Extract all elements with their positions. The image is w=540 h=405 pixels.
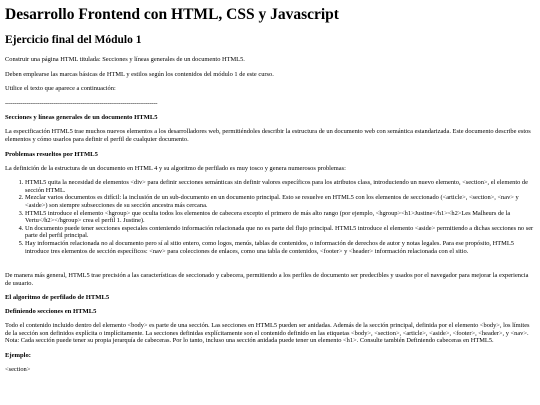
- intro-paragraph-3: Utilice el texto que aparece a continuación:: [5, 85, 116, 93]
- example-label: Ejemplo:: [5, 352, 32, 360]
- page-title: Desarrollo Frontend con HTML, CSS y Javascript: [5, 6, 339, 23]
- section-problemas-paragraph: La definición de la estructura de un documento en HTML 4 y su algoritmo de perfilado es muy tosco y genera numerosos problemas:: [5, 164, 346, 172]
- subsection-heading-definiendo: Definiendo secciones en HTML5: [5, 308, 97, 316]
- section-secciones-paragraph: La especificación HTML5 trae muchos nuevos elementos a los desarrolladores web, permitiéndoles describir la estructura de un documento web con semántica estandarizada. Este documento describe estos elementos y cómo usarlos para definir el perfil de cualquier documento.: [5, 128, 531, 143]
- list-item: 1. HTML5 quita la necesidad de elementos <div> para definir secciones semánticas sin definir valores específicos para los atributos class, introduciendo un nuevo elemento, <section>, el elemento de sección HTML.: [25, 179, 535, 194]
- list-item: 2. Mezclar varios documentos es difícil: la inclusión de un sub-documento en un documento principal. Esto se resuelve en HTML5 con los elementos de seccionado (<article>, <section>, <nav> y <aside>) son siempre subsecciones de su sección ancestra más cercana.: [25, 194, 535, 209]
- section-heading-algoritmo: El algoritmo de perfilado de HTML5: [5, 294, 110, 302]
- problems-list: [5, 179, 535, 255]
- separator-line: -------------------------------------------------------------------------------: [5, 99, 158, 107]
- section-algoritmo-paragraph: Todo el contenido incluido dentro del elemento <body> es parte de una sección. Las secciones en HTML5 pueden ser anidadas. Además de la sección principal, definida por el elemento <body>, los límites de la sección son definidos explícita o implícitamente. La secciones definidas explícitamente son el contenido definido en las etiquetas <body>, <section>, <article>, <aside>, <footer>, <header>, y <nav>. Nota: Cada sección puede tener su propia jerarquía de cabeceras. Por lo tanto, incluso una sección anidada puede tener un elemento <h1>. Consulte también Definiendo cabeceras en HTML5.: [5, 322, 530, 345]
- intro-paragraph-2: Deben emplearse las marcas básicas de HTML y estilos según los contenidos del módulo 1 de este curso.: [5, 70, 274, 78]
- section-heading-problemas: Problemas resueltos por HTML5: [5, 150, 98, 158]
- spacer: [5, 262, 535, 272]
- section-heading-secciones: Secciones y líneas generales de un documento HTML5: [5, 114, 158, 122]
- example-code: <section>: [5, 366, 31, 374]
- list-item: 4. Un documento puede tener secciones especiales conteniendo información relacionada que no es parte del flujo principal. HTML5 introduce el elemento <aside> permitiendo a dichas secciones no ser parte del perfil principal.: [25, 225, 535, 240]
- list-item: 5. Hay información relacionada no al documento pero sí al sitio entero, como logos, menús, tablas de contenidos, o información de derechos de autor y notas legales. Para ese propósito, HTML5 introduce tres elementos de sección específicos: <nav> para colecciones de enlaces, como una tabla de contenidos, <footer> y <header> información relacionada con el sitio.: [25, 240, 535, 255]
- section-problemas-closing: De manera más general, HTML5 trae precisión a las características de seccionado y cabecera, permitiendo a los perfiles de documento ser predecibles y usados por el navegador para mejorar la experiencia de usuario.: [5, 272, 529, 287]
- exercise-subtitle: Ejercicio final del Módulo 1: [5, 34, 142, 46]
- intro-paragraph-1: Construir una página HTML titulada: Secciones y líneas generales de un documento HTML5.: [5, 56, 245, 63]
- list-item: 3. HTML5 introduce el elemento <hgroup> que oculta todos los elementos de cabecera excepto el primero de más alto rango (por ejemplo, <hgroup><h1>Justine</h1><h2>Les Malheurs de la Vertu</h2></hgroup> crea el perfil 1. Justine).: [25, 210, 535, 225]
